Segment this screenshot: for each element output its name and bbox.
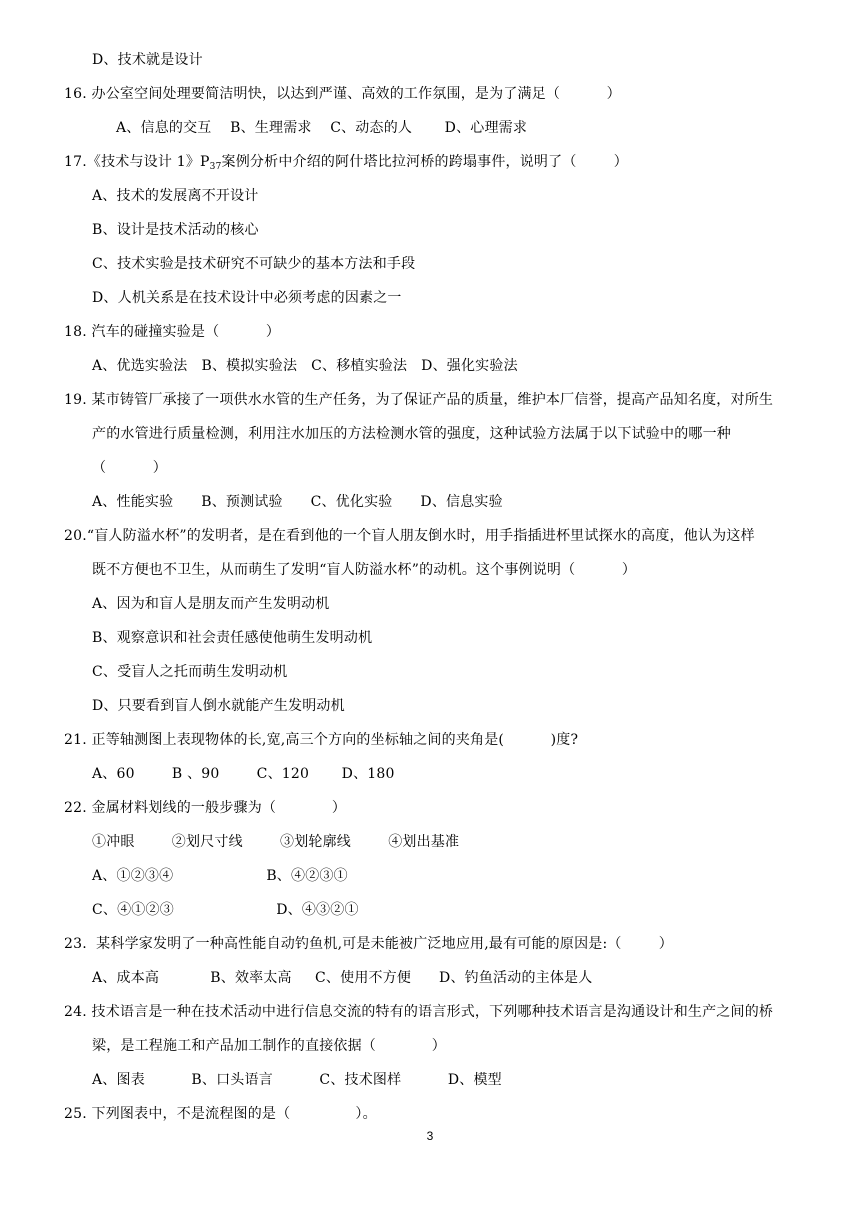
question-20-line-2: 既不方便也不卫生，从而萌生了发明“盲人防溢水杯”的动机。这个事例说明（ ） — [92, 562, 637, 578]
question-24-line-1: 24. 技术语言是一种在技术活动中进行信息交流的特有的语言形式，下列哪种技术语言是沟通设计和生产之间的桥 — [64, 1004, 774, 1020]
question-16-options: A、信息的交互 B、生理需求 C、动态的人 D、心理需求 — [116, 120, 528, 136]
question-24-line-2: 梁，是工程施工和产品加工制作的直接依据（ ） — [92, 1038, 447, 1054]
question-20-line-1: 20.“盲人防溢水杯”的发明者，是在看到他的一个盲人朋友倒水时，用手指插进杯里试探水的高度，他认为这样 — [64, 528, 755, 544]
question-21: 21. 正等轴测图上表现物体的长,宽,高三个方向的坐标轴之间的夹角是( )度? — [64, 732, 579, 748]
question-24-options: A、图表 B、口头语言 C、技术图样 D、模型 — [92, 1072, 502, 1088]
question-19-options: A、性能实验 B、预测试验 C、优化实验 D、信息实验 — [92, 494, 503, 510]
question-20-option-b: B、观察意识和社会责任感使他萌生发明动机 — [92, 630, 373, 646]
question-22-steps: ①冲眼 ②划尺寸线 ③划轮廓线 ④划出基准 — [92, 834, 460, 850]
question-22-options-ab: A、①②③④ B、④②③① — [92, 868, 348, 884]
question-17-option-b: B、设计是技术活动的核心 — [92, 222, 259, 238]
question-17-option-a: A、技术的发展离不开设计 — [92, 188, 259, 204]
question-19-line-3: （ ） — [92, 460, 167, 476]
question-19-line-1: 19. 某市铸管厂承接了一项供水水管的生产任务，为了保证产品的质量，维护本厂信誉，提高产品知名度，对所生 — [64, 392, 774, 408]
question-21-options: A、60 B 、90 C、120 D、180 — [92, 766, 395, 782]
question-20-option-a: A、因为和盲人是朋友而产生发明动机 — [92, 596, 330, 612]
question-18: 18. 汽车的碰撞实验是（ ） — [64, 324, 281, 340]
q15-option-d: D、技术就是设计 — [92, 52, 203, 68]
question-17-option-d: D、人机关系是在技术设计中必须考虑的因素之一 — [92, 290, 402, 306]
question-22: 22. 金属材料划线的一般步骤为（ ） — [64, 800, 347, 816]
question-20-option-c: C、受盲人之托而萌生发明动机 — [92, 664, 288, 680]
question-18-options: A、优选实验法 B、模拟实验法 C、移植实验法 D、强化实验法 — [92, 358, 518, 374]
question-23: 23. 某科学家发明了一种高性能自动钓鱼机,可是未能被广泛地应用,最有可能的原因是:（ ） — [64, 936, 673, 952]
question-17-option-c: C、技术实验是技术研究不可缺少的基本方法和手段 — [92, 256, 416, 272]
question-17-prefix: 17.《技术与设计 1》P — [64, 154, 210, 170]
question-19-line-2: 产的水管进行质量检测，利用注水加压的方法检测水管的强度，这种试验方法属于以下试验中的哪一种 — [92, 426, 731, 442]
question-17-suffix: 案例分析中介绍的阿什塔比拉河桥的跨塌事件，说明了（ ） — [221, 154, 628, 170]
question-20-option-d: D、只要看到盲人倒水就能产生发明动机 — [92, 698, 345, 714]
question-17 — [64, 152, 628, 177]
question-22-options-cd: C、④①②③ D、④③②① — [92, 902, 359, 918]
page-number: 3 — [426, 1129, 434, 1143]
question-16: 16. 办公室空间处理要简洁明快，以达到严谨、高效的工作氛围，是为了满足（ ） — [64, 86, 621, 102]
question-25: 25. 下列图表中，不是流程图的是（ ）。 — [64, 1106, 377, 1122]
question-17-page-subscript: 37 — [209, 162, 222, 172]
question-23-options: A、成本高 B、效率太高 C、使用不方便 D、钓鱼活动的主体是人 — [92, 970, 593, 986]
